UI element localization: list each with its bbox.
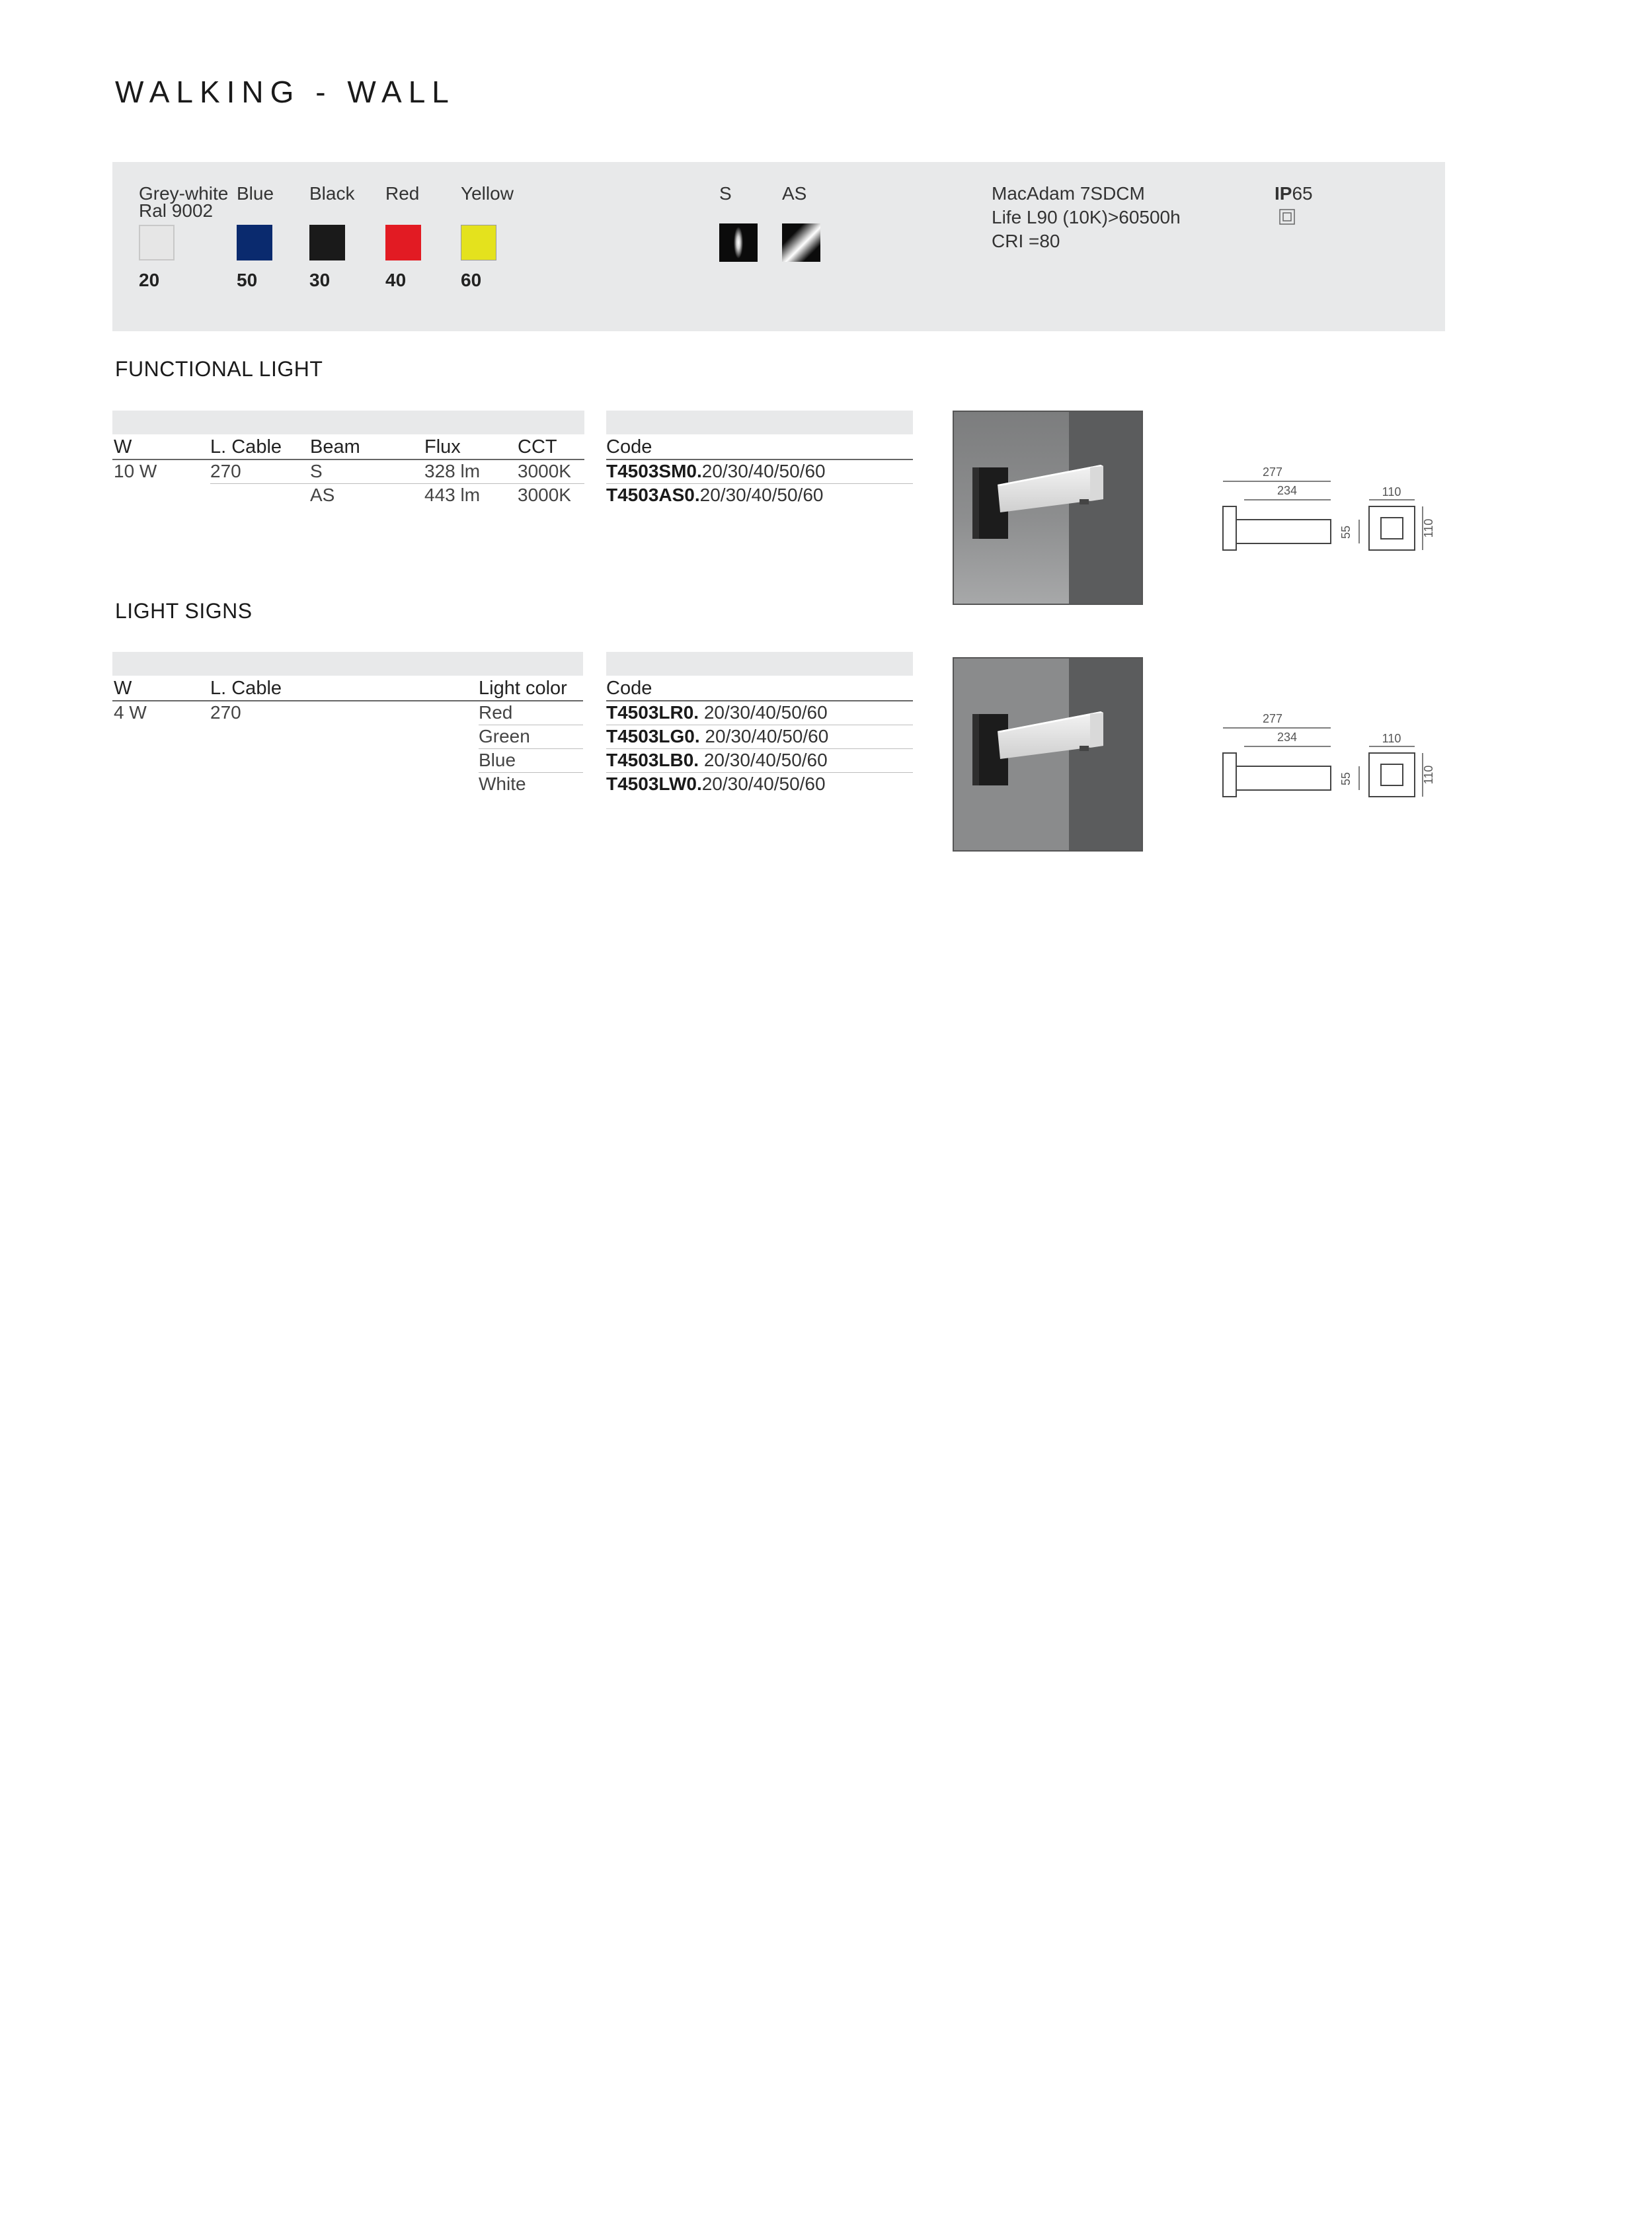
table-row-cell: White <box>479 774 526 794</box>
table-row-cell: S <box>310 461 323 481</box>
table-row-cell: 270 <box>210 461 241 481</box>
signs-row-rule <box>479 748 583 749</box>
dim-height-side: 55 <box>1339 772 1353 786</box>
functional-header-code: Code <box>606 436 652 458</box>
table-row-code: T4503LR0. 20/30/40/50/60 <box>606 702 828 723</box>
signs-row-rule <box>479 772 583 773</box>
beam-label-as: AS <box>782 183 807 204</box>
dim-height-front: 110 <box>1422 765 1435 785</box>
signs-header-code: Code <box>606 678 652 699</box>
signs-code-band <box>606 652 913 676</box>
dimension-drawing-functional <box>1210 456 1448 562</box>
functional-row-rule <box>210 483 584 484</box>
finish-code-red: 40 <box>385 270 407 290</box>
table-row-cell: AS <box>310 485 335 505</box>
signs-code-row-rule <box>606 748 913 749</box>
functional-header-cable: L. Cable <box>210 436 282 458</box>
table-row-code: T4503SM0.20/30/40/50/60 <box>606 461 826 481</box>
dim-length-body: 234 <box>1277 484 1298 497</box>
spec-life: Life L90 (10K)>60500h <box>992 207 1181 227</box>
signs-code-row-rule <box>606 772 913 773</box>
finish-swatch-grey-white <box>139 225 175 260</box>
finish-swatch-blue <box>237 225 272 260</box>
dim-width: 110 <box>1382 485 1401 498</box>
functional-header-beam: Beam <box>310 436 360 458</box>
section-title-functional: FUNCTIONAL LIGHT <box>115 357 323 381</box>
functional-code-row-rule <box>606 483 913 484</box>
page-title: WALKING - WALL <box>115 75 455 109</box>
table-row-cell: 443 lm <box>424 485 481 505</box>
finish-code-grey-white: 20 <box>139 270 160 290</box>
table-row-cell: 10 W <box>114 461 157 481</box>
finish-swatch-black <box>309 225 345 260</box>
signs-code-header-rule <box>606 700 913 701</box>
section-title-signs: LIGHT SIGNS <box>115 599 253 623</box>
table-row-cell: 328 lm <box>424 461 481 481</box>
table-row-cell: Red <box>479 702 513 723</box>
functional-code-header-rule <box>606 459 913 460</box>
functional-header-cct: CCT <box>518 436 557 458</box>
functional-header-flux: Flux <box>424 436 461 458</box>
signs-header-w: W <box>114 678 132 699</box>
functional-code-band <box>606 411 913 434</box>
ip-rating: IP65 <box>1275 183 1313 204</box>
finish-label-grey-white: Grey-white Ral 9002 <box>139 183 229 221</box>
signs-header-cable: L. Cable <box>210 678 282 699</box>
finish-label-black: Black <box>309 183 355 204</box>
dim-length-total: 277 <box>1262 712 1283 725</box>
spec-macadam: MacAdam 7SDCM <box>992 183 1145 204</box>
dimension-drawing-signs <box>1210 703 1448 809</box>
table-row-code: T4503LB0. 20/30/40/50/60 <box>606 750 828 770</box>
finish-label-yellow: Yellow <box>461 183 514 204</box>
finish-swatch-red <box>385 225 421 260</box>
dim-length-body: 234 <box>1277 731 1298 744</box>
ip-frame-icon <box>1279 209 1295 225</box>
finish-code-black: 30 <box>309 270 331 290</box>
dim-height-side: 55 <box>1339 525 1353 539</box>
beam-s-icon <box>719 223 758 262</box>
spec-cri: CRI =80 <box>992 231 1060 251</box>
table-row-code: T4503AS0.20/30/40/50/60 <box>606 485 824 505</box>
dim-length-total: 277 <box>1262 465 1283 479</box>
finish-code-blue: 50 <box>237 270 258 290</box>
table-row-cell: 270 <box>210 702 241 723</box>
table-row-cell: 4 W <box>114 702 147 723</box>
signs-header-color: Light color <box>479 678 567 699</box>
finish-code-yellow: 60 <box>461 270 482 290</box>
beam-label-s: S <box>719 183 732 204</box>
functional-table-band <box>112 411 584 434</box>
product-photo-signs <box>953 657 1143 852</box>
table-row-cell: Green <box>479 726 530 746</box>
finish-label-blue: Blue <box>237 183 274 204</box>
beam-as-icon <box>782 223 820 262</box>
table-row-cell: 3000K <box>518 485 571 505</box>
dim-height-front: 110 <box>1422 518 1435 538</box>
signs-table-band <box>112 652 583 676</box>
table-row-cell: Blue <box>479 750 516 770</box>
table-row-code: T4503LG0. 20/30/40/50/60 <box>606 726 829 746</box>
functional-header-rule <box>112 459 584 460</box>
finish-swatch-yellow <box>461 225 496 260</box>
table-row-cell: 3000K <box>518 461 571 481</box>
product-photo-functional <box>953 411 1143 605</box>
functional-header-w: W <box>114 436 132 458</box>
signs-header-rule <box>112 700 583 701</box>
finish-label-red: Red <box>385 183 420 204</box>
dim-width: 110 <box>1382 732 1401 745</box>
table-row-code: T4503LW0.20/30/40/50/60 <box>606 774 826 794</box>
